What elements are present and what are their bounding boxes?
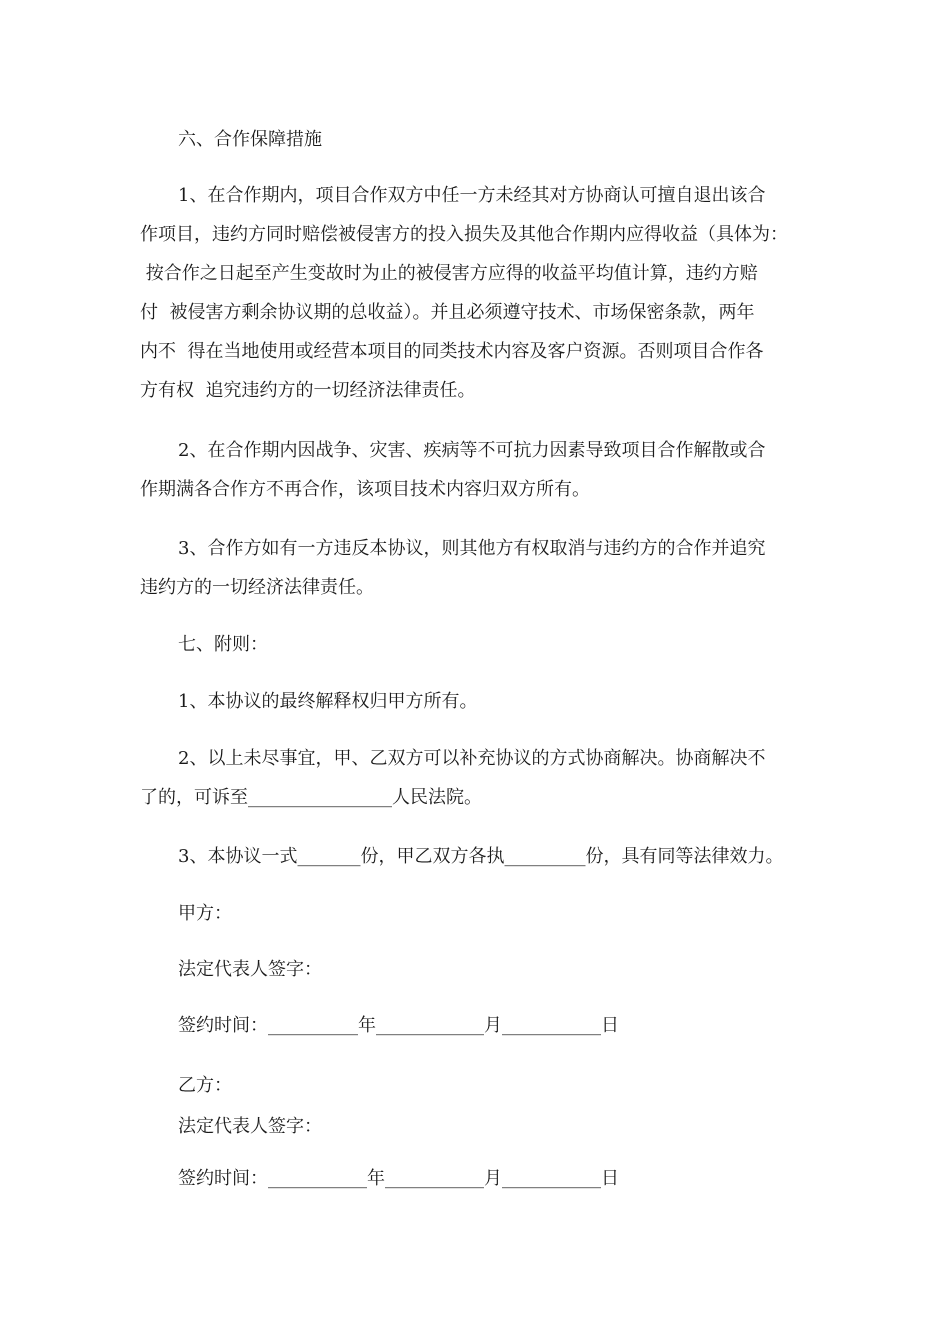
s6-item2-line2: 作期满各合作方不再合作，该项目技术内容归双方所有。 <box>140 479 590 500</box>
s6-item2-line1: 2、在合作期内因战争、灾害、疾病等不可抗力因素导致项目合作解散或合 <box>178 440 766 461</box>
s7-item2-line2: 了的，可诉至________________人民法院。 <box>140 787 482 808</box>
party-a-label: 甲方： <box>178 903 232 924</box>
s6-item1-line3: 按合作之日起至产生变故时为止的被侵害方应得的收益平均值计算，违约方赔 <box>140 263 758 284</box>
s6-item1-line6: 方有权 追究违约方的一切经济法律责任。 <box>140 380 476 401</box>
party-a-sign-date: 签约时间：__________年____________月___________日 <box>178 1015 619 1036</box>
party-b-rep-signature: 法定代表人签字： <box>178 1116 322 1137</box>
s7-item3: 3、本协议一式_______份，甲乙双方各执_________份，具有同等法律效力。 <box>178 846 784 867</box>
s6-item3-line1: 3、合作方如有一方违反本协议，则其他方有权取消与违约方的合作并追究 <box>178 538 766 559</box>
s6-item1-line2: 作项目，违约方同时赔偿被侵害方的投入损失及其他合作期内应得收益（具体为： <box>140 224 788 245</box>
s6-item1-line1: 1、在合作期内，项目合作双方中任一方未经其对方协商认可擅自退出该合 <box>178 185 766 206</box>
party-b-label: 乙方： <box>178 1075 232 1096</box>
s7-item2-line1: 2、以上未尽事宜，甲、乙双方可以补充协议的方式协商解决。协商解决不 <box>178 748 766 769</box>
s7-item1: 1、本协议的最终解释权归甲方所有。 <box>178 691 478 712</box>
section-7-heading: 七、附则： <box>178 634 268 655</box>
section-6-heading: 六、合作保障措施 <box>178 129 322 150</box>
s6-item1-line5: 内不 得在当地使用或经营本项目的同类技术内容及客户资源。否则项目合作各 <box>140 341 764 362</box>
s6-item1-line4: 付 被侵害方剩余协议期的总收益）。并且必须遵守技术、市场保密条款，两年 <box>140 302 755 323</box>
party-b-sign-date: 签约时间：___________年___________月___________日 <box>178 1168 619 1189</box>
party-a-rep-signature: 法定代表人签字： <box>178 959 322 980</box>
s6-item3-line2: 违约方的一切经济法律责任。 <box>140 577 374 598</box>
